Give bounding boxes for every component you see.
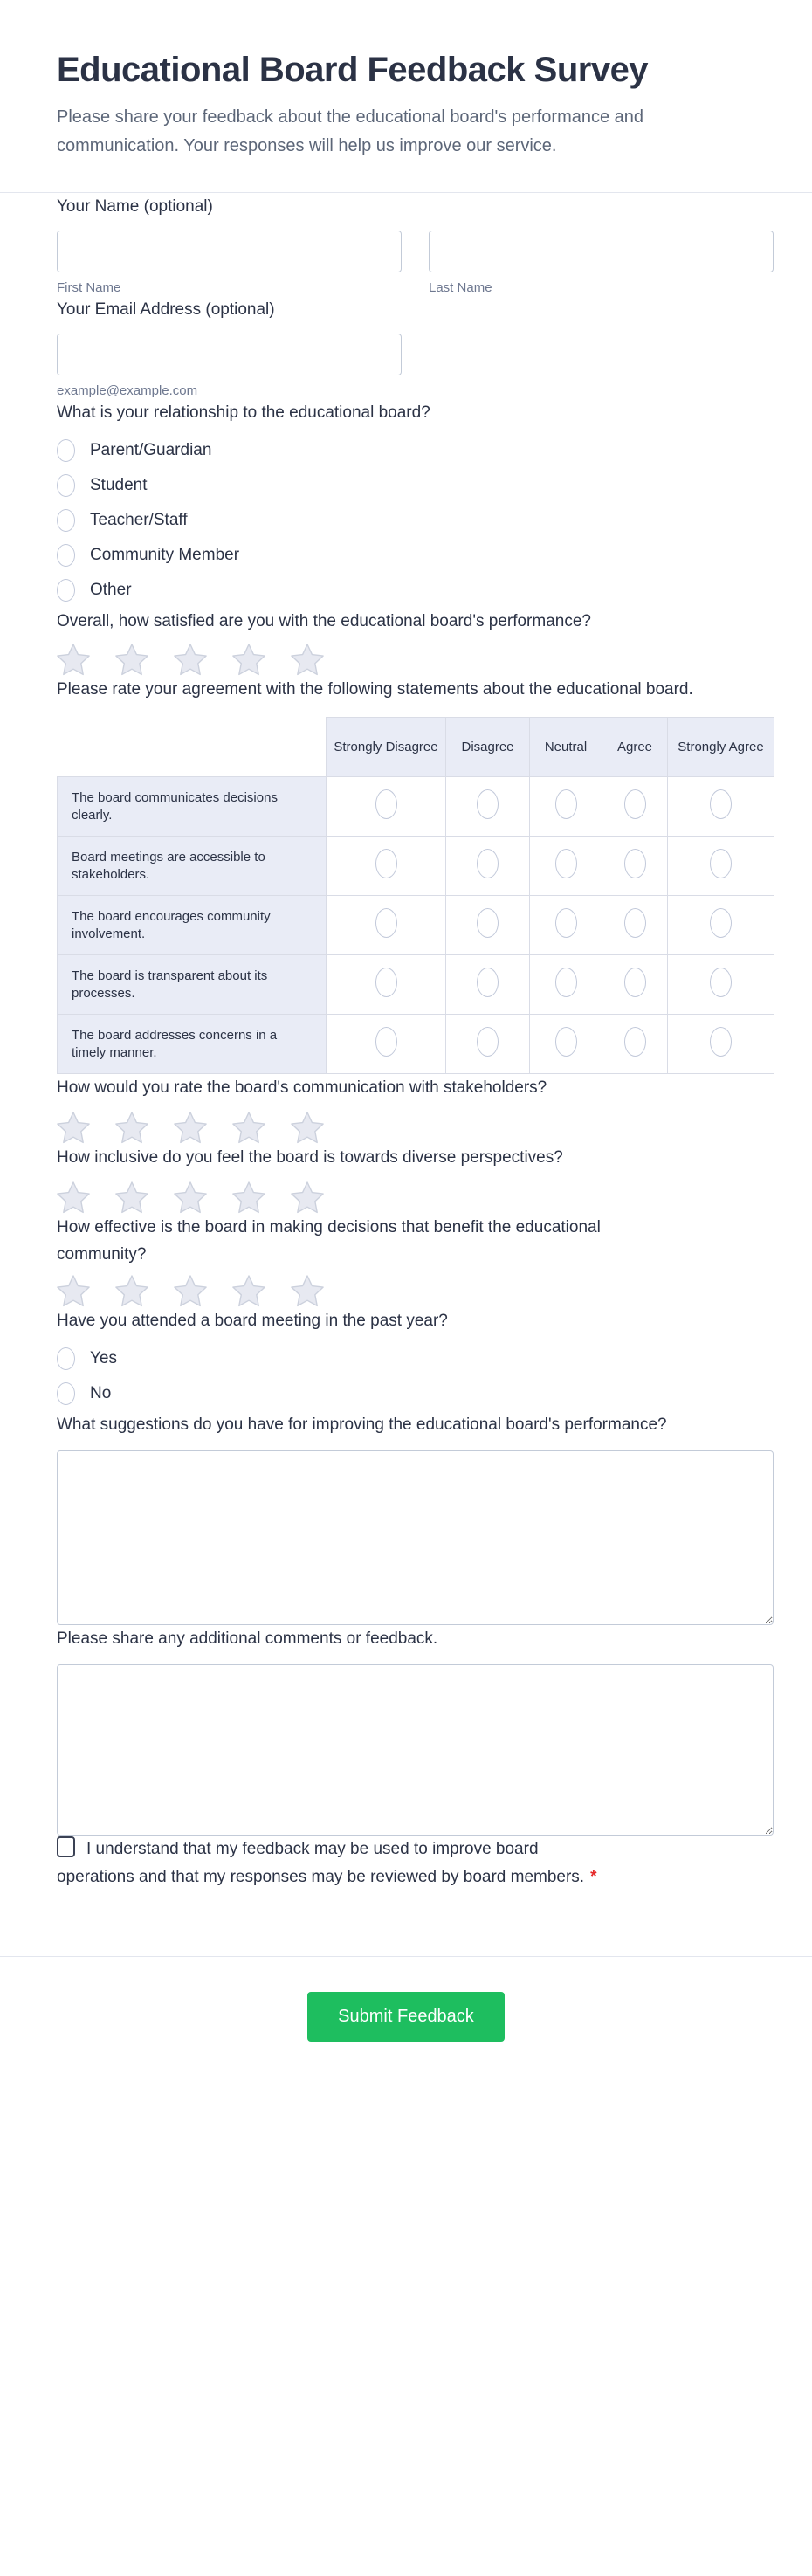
matrix-cell xyxy=(668,777,774,837)
matrix-cell xyxy=(602,896,668,955)
matrix-radio-strongly-agree[interactable] xyxy=(710,789,732,819)
star-icon[interactable] xyxy=(232,1275,265,1307)
communication-star-rating xyxy=(57,1112,774,1144)
question-relationship xyxy=(57,399,774,608)
matrix-cell xyxy=(602,1015,668,1074)
matrix-cell xyxy=(446,777,530,837)
matrix-row-label: Board meetings are accessible to stakeholders. xyxy=(58,837,327,896)
attended-radio-no[interactable] xyxy=(57,1382,75,1405)
matrix-radio-strongly-agree[interactable] xyxy=(710,849,732,878)
comments-textarea[interactable] xyxy=(57,1664,774,1836)
relationship-radio-teacher-staff[interactable] xyxy=(57,509,75,532)
last-name-field xyxy=(429,231,774,296)
inclusiveness-question-label: How inclusive do you feel the board is towards diverse perspectives? xyxy=(57,1148,563,1167)
matrix-cell xyxy=(446,955,530,1015)
relationship-option-label: Community Member xyxy=(90,546,240,564)
matrix-row-the-board-addresses-concerns xyxy=(58,1015,774,1074)
matrix-question-label: Please rate your agreement with the following statements about the educational board. xyxy=(57,680,693,699)
star-icon[interactable] xyxy=(174,1112,207,1144)
matrix-radio-neutral[interactable] xyxy=(555,789,577,819)
matrix-blank-corner xyxy=(58,718,327,777)
communication-question-label: How would you rate the board's communication with stakeholders? xyxy=(57,1078,547,1097)
matrix-row-the-board-is-transparent xyxy=(58,955,774,1015)
matrix-radio-agree[interactable] xyxy=(624,849,646,878)
suggestions-question-label: What suggestions do you have for improving the educational board's performance? xyxy=(57,1415,667,1434)
matrix-column-header-agree: Agree xyxy=(602,718,668,777)
question-consent xyxy=(57,1836,774,1891)
form-subtitle: Please share your feedback about the educational board's performance and communication. Your responses will help us improve our service. xyxy=(57,107,644,155)
relationship-option-parent-guardian[interactable] xyxy=(57,433,774,468)
form-header xyxy=(0,0,812,192)
star-icon[interactable] xyxy=(291,644,324,676)
matrix-cell xyxy=(446,1015,530,1074)
consent-label[interactable] xyxy=(57,1836,747,1891)
matrix-cell xyxy=(530,955,602,1015)
matrix-radio-strongly-disagree[interactable] xyxy=(375,1027,397,1057)
form-title: Educational Board Feedback Survey xyxy=(57,51,649,89)
star-icon[interactable] xyxy=(115,1112,148,1144)
relationship-radio-student[interactable] xyxy=(57,474,75,497)
last-name-sublabel: Last Name xyxy=(429,280,492,295)
consent-text-line1: I understand that my feedback may be used to improve board xyxy=(86,1840,539,1858)
satisfaction-question-label: Overall, how satisfied are you with the educational board's performance? xyxy=(57,612,591,630)
matrix-row-label: The board encourages community involvement. xyxy=(58,896,327,955)
matrix-radio-strongly-disagree[interactable] xyxy=(375,849,397,878)
matrix-cell xyxy=(530,1015,602,1074)
matrix-radio-neutral[interactable] xyxy=(555,968,577,997)
star-icon[interactable] xyxy=(291,1181,324,1214)
matrix-radio-strongly-agree[interactable] xyxy=(710,1027,732,1057)
attended-radio-yes[interactable] xyxy=(57,1347,75,1370)
attended-option-yes[interactable] xyxy=(57,1341,774,1376)
matrix-cell xyxy=(327,955,446,1015)
first-name-field xyxy=(57,231,402,296)
matrix-cell xyxy=(327,896,446,955)
star-icon[interactable] xyxy=(291,1112,324,1144)
star-icon[interactable] xyxy=(174,1275,207,1307)
required-asterisk: * xyxy=(590,1868,597,1886)
attended-option-no[interactable] xyxy=(57,1376,774,1411)
matrix-row-the-board-communicates-decisions xyxy=(58,777,774,837)
matrix-row-the-board-encourages-community xyxy=(58,896,774,955)
star-icon[interactable] xyxy=(57,1181,90,1214)
matrix-cell xyxy=(327,1015,446,1074)
matrix-cell xyxy=(446,837,530,896)
last-name-input[interactable] xyxy=(429,231,774,272)
star-icon[interactable] xyxy=(232,1112,265,1144)
satisfaction-star-rating xyxy=(57,644,774,676)
matrix-row-label: The board is transparent about its processes. xyxy=(58,955,327,1015)
consent-checkbox[interactable] xyxy=(57,1836,75,1857)
matrix-header xyxy=(58,718,774,777)
form-footer xyxy=(0,1957,812,2042)
matrix-radio-strongly-agree[interactable] xyxy=(710,908,732,938)
question-communication xyxy=(57,1074,774,1144)
matrix-cell xyxy=(530,896,602,955)
matrix-cell xyxy=(668,1015,774,1074)
relationship-options xyxy=(57,433,774,608)
matrix-cell xyxy=(446,896,530,955)
matrix-radio-strongly-disagree[interactable] xyxy=(375,908,397,938)
star-icon[interactable] xyxy=(57,1112,90,1144)
matrix-radio-agree[interactable] xyxy=(624,908,646,938)
question-suggestions xyxy=(57,1411,774,1625)
matrix-radio-disagree[interactable] xyxy=(477,1027,499,1057)
star-icon[interactable] xyxy=(115,1181,148,1214)
matrix-cell xyxy=(668,955,774,1015)
suggestions-textarea[interactable] xyxy=(57,1450,774,1625)
matrix-radio-disagree[interactable] xyxy=(477,789,499,819)
name-question-label: Your Name (optional) xyxy=(57,197,213,216)
first-name-input[interactable] xyxy=(57,231,402,272)
star-icon[interactable] xyxy=(115,1275,148,1307)
matrix-radio-strongly-disagree[interactable] xyxy=(375,968,397,997)
matrix-radio-agree[interactable] xyxy=(624,968,646,997)
star-icon[interactable] xyxy=(232,1181,265,1214)
matrix-row-label: The board communicates decisions clearly. xyxy=(58,777,327,837)
star-icon[interactable] xyxy=(174,644,207,676)
relationship-option-student[interactable] xyxy=(57,468,774,503)
relationship-option-label: Student xyxy=(90,476,148,494)
matrix-cell xyxy=(327,777,446,837)
inclusiveness-star-rating xyxy=(57,1181,774,1214)
star-icon[interactable] xyxy=(57,644,90,676)
consent-text-line2-wrap xyxy=(57,1863,747,1891)
relationship-option-label: Other xyxy=(90,581,132,599)
name-input-row xyxy=(57,231,774,296)
matrix-row-label: The board addresses concerns in a timely manner. xyxy=(58,1015,327,1074)
relationship-option-label: Parent/Guardian xyxy=(90,441,212,459)
matrix-cell xyxy=(530,777,602,837)
matrix-radio-strongly-disagree[interactable] xyxy=(375,789,397,819)
star-icon[interactable] xyxy=(232,644,265,676)
star-icon[interactable] xyxy=(291,1275,324,1307)
matrix-cell xyxy=(602,837,668,896)
attended-question-label: Have you attended a board meeting in the past year? xyxy=(57,1312,448,1330)
attended-options xyxy=(57,1341,774,1411)
question-email xyxy=(57,296,774,399)
question-attended xyxy=(57,1307,774,1411)
email-question-label: Your Email Address (optional) xyxy=(57,300,275,319)
relationship-option-label: Teacher/Staff xyxy=(90,511,188,529)
matrix-radio-neutral[interactable] xyxy=(555,1027,577,1057)
relationship-radio-community-member[interactable] xyxy=(57,544,75,567)
consent-text-line2: operations and that my responses may be reviewed by board members. xyxy=(57,1868,585,1886)
matrix-radio-agree[interactable] xyxy=(624,789,646,819)
matrix-radio-disagree[interactable] xyxy=(477,908,499,938)
question-comments xyxy=(57,1625,774,1836)
relationship-option-community-member[interactable] xyxy=(57,538,774,573)
matrix-radio-neutral[interactable] xyxy=(555,849,577,878)
matrix-cell xyxy=(530,837,602,896)
relationship-radio-parent-guardian[interactable] xyxy=(57,439,75,462)
star-icon[interactable] xyxy=(57,1275,90,1307)
email-input[interactable] xyxy=(57,334,402,375)
relationship-option-other[interactable] xyxy=(57,573,774,608)
matrix-column-header-strongly-disagree: Strongly Disagree xyxy=(327,718,446,777)
matrix-row-board-meetings-are-accessible xyxy=(58,837,774,896)
agreement-matrix-table xyxy=(57,717,774,1074)
relationship-option-teacher-staff[interactable] xyxy=(57,503,774,538)
matrix-column-header-neutral: Neutral xyxy=(530,718,602,777)
relationship-radio-other[interactable] xyxy=(57,579,75,602)
attended-option-label: No xyxy=(90,1384,112,1402)
question-satisfaction xyxy=(57,608,774,676)
relationship-question-label: What is your relationship to the educational board? xyxy=(57,403,430,422)
form-body xyxy=(0,193,812,1891)
first-name-sublabel: First Name xyxy=(57,280,121,295)
effectiveness-star-rating xyxy=(57,1275,774,1307)
question-matrix xyxy=(57,676,774,1074)
star-icon[interactable] xyxy=(115,644,148,676)
matrix-body xyxy=(58,777,774,1074)
matrix-cell xyxy=(668,896,774,955)
matrix-column-header-disagree: Disagree xyxy=(446,718,530,777)
matrix-radio-disagree[interactable] xyxy=(477,849,499,878)
email-sublabel: example@example.com xyxy=(57,383,198,398)
question-inclusiveness xyxy=(57,1144,774,1214)
matrix-cell xyxy=(668,837,774,896)
matrix-column-header-strongly-agree: Strongly Agree xyxy=(668,718,774,777)
matrix-cell xyxy=(327,837,446,896)
question-name xyxy=(57,193,774,296)
star-icon[interactable] xyxy=(174,1181,207,1214)
matrix-radio-agree[interactable] xyxy=(624,1027,646,1057)
matrix-radio-disagree[interactable] xyxy=(477,968,499,997)
comments-question-label: Please share any additional comments or feedback. xyxy=(57,1629,438,1648)
attended-option-label: Yes xyxy=(90,1349,117,1367)
matrix-radio-neutral[interactable] xyxy=(555,908,577,938)
question-effectiveness xyxy=(57,1214,774,1307)
matrix-radio-strongly-agree[interactable] xyxy=(710,968,732,997)
matrix-cell xyxy=(602,777,668,837)
effectiveness-question-label: How effective is the board in making decisions that benefit the educational community? xyxy=(57,1218,601,1264)
submit-button[interactable]: Submit Feedback xyxy=(307,1992,505,2042)
matrix-cell xyxy=(602,955,668,1015)
